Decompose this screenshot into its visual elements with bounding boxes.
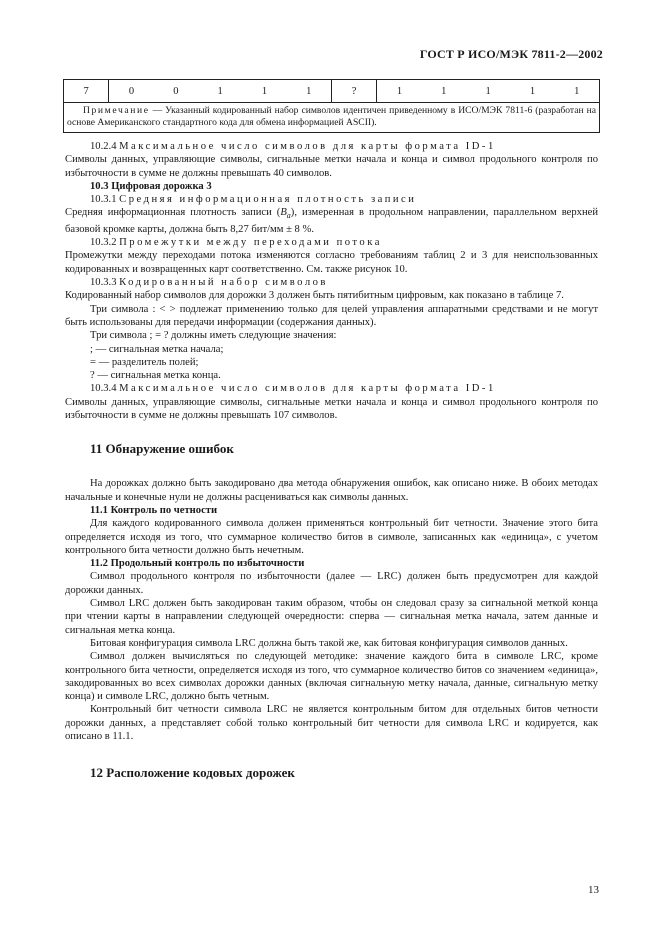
section-11-heading: 11 Обнаружение ошибок [90, 441, 234, 457]
character-table-fragment [63, 79, 600, 133]
section-10-3-2-text: Промежутки между переходами потока изменяются согласно требованиям таблиц 2 и 3 для неиспользованных кодированных и возвращенных карт соответственно. См. также рисунок 10. [65, 250, 598, 275]
table-cell: 1 [306, 85, 312, 97]
table-cell: 1 [261, 85, 268, 97]
list-item: ? — сигнальная метка конца. [90, 370, 221, 382]
table-cell: 0 [108, 80, 153, 102]
density-symbol-subscript: a [286, 211, 291, 221]
section-11-text: На дорожках должно быть закодировано два метода обнаружения ошибок, как описано ниже. В обоих методах начальные и конечные нули не должны расцениваться как символы данных. [65, 478, 598, 503]
section-10-3-1-heading: 10.3.1 Средняя информационная плотность записи [90, 194, 417, 206]
table-cell: 1 [529, 85, 536, 97]
table-row [64, 80, 599, 103]
section-10-3-4-text: Символы данных, управляющие символы, сигнальные метки начала и конца и символ продольного контроля по избыточности в сумме не должны превышать 107 символов. [65, 396, 598, 422]
table-cell: 1 [376, 80, 421, 102]
section-10-3-3-p1: Кодированный набор символов для дорожки 3 должен быть пятибитным цифровым, как показано в таблице 7. [65, 290, 564, 302]
table-cell: 1 [574, 85, 580, 97]
section-11-2-p3: Битовая конфигурация символа LRC должна быть такой же, как битовая конфигурация символов данных. [90, 637, 568, 649]
note-label: Примечание [83, 105, 150, 116]
list-item: ; — сигнальная метка начала; [90, 343, 224, 355]
section-11-2-p2: Символ LRC должен быть закодирован таким образом, чтобы он следовал сразу за сигнальной меткой конца при чтении карты в направлении следующей очередности: сперва — сигнальная метка начала, затем данные и сигнальная метка конца. [65, 598, 598, 636]
main-content [65, 140, 598, 781]
list-item: = — разделитель полей; [90, 356, 199, 368]
section-10-3-3-p2: Три символа : < > подлежат применению только для целей управления аппаратными средствами и не могут быть использованы для передачи информации (содержания данных). [65, 303, 598, 328]
section-10-3-3-p3: Три символа ; = ? должны иметь следующие значения: [90, 330, 337, 342]
table-cell: 1 [217, 85, 223, 97]
note-text: — Указанный кодированный набор символов идентичен приведенному в ИСО/МЭК 7811-6 (разработан на основе Американского стандартного кода для обмена информацией ASCII). [67, 105, 596, 128]
section-10-3-heading: 10.3 Цифровая дорожка 3 [90, 180, 212, 192]
section-11-1-heading: 11.1 Контроль по четности [90, 504, 218, 516]
table-cell: 1 [441, 85, 447, 97]
density-symbol: $B_a$ [280, 207, 291, 221]
table-cell: ? [331, 80, 376, 102]
table-cell: 7 [83, 85, 89, 97]
page-number: 13 [588, 884, 599, 896]
section-11-2-p1: Символ продольного контроля по избыточности (далее — LRC) должен быть предусмотрен для каждой дорожки данных. [65, 571, 598, 596]
section-10-2-4-text: Символы данных, управляющие символы, сигнальные метки начала и конца и символ продольного контроля по избыточности в сумме не должны превышать 40 символов. [65, 154, 598, 179]
section-10-2-4-heading: 10.2.4 Максимальное число символов для карты формата ID-1 [90, 141, 496, 152]
table-cell: 0 [173, 85, 179, 97]
document-header: ГОСТ Р ИСО/МЭК 7811-2—2002 [419, 47, 603, 61]
section-10-3-2-heading: 10.3.2 Промежутки между переходами потока [90, 237, 382, 249]
table-cell: 1 [485, 85, 491, 97]
section-10-3-4-heading: 10.3.4 Максимальное число символов для карты формата ID-1 [90, 383, 496, 395]
section-11-2-heading: 11.2 Продольный контроль по избыточности [90, 558, 305, 570]
section-11-2-p4: Символ должен вычисляться по следующей методике: значение каждого бита в символе LRC, кроме контрольного бита четности, определяется исходя из того, что суммарное количество битов со значением «единица», закодированных во всех символах дорожки данных (включая сигнальную метку начала, данные, сигнальную метку конца) и символе LRC, должно быть четным. [65, 651, 598, 703]
section-12-heading: 12 Расположение кодовых дорожек [90, 765, 295, 781]
section-11-1-text: Для каждого кодированного символа должен применяться контрольный бит четности. Значение этого бита определяется исходя из того, что суммарное количество битов в символе, записанных как «единица», с учетом контрольного бита четности должно быть нечетным. [65, 518, 598, 556]
table-note [64, 103, 599, 132]
section-11-2-p5: Контрольный бит четности символа LRC не является контрольным битом для отдельных битов четности дорожки данных, а представляет собой только контрольный бит четности для символа LRC и кодируется, как описано в 11.1. [65, 704, 598, 742]
section-10-3-1-text: Средняя информационная плотность записи $(B_a)$, измеренная в продольном направлении, параллельном верхней базовой кромке карты, должна быть 8,27 бит/мм ± 8 %. [65, 207, 598, 235]
section-10-3-3-heading: 10.3.3 Кодированный набор символов [90, 277, 328, 289]
